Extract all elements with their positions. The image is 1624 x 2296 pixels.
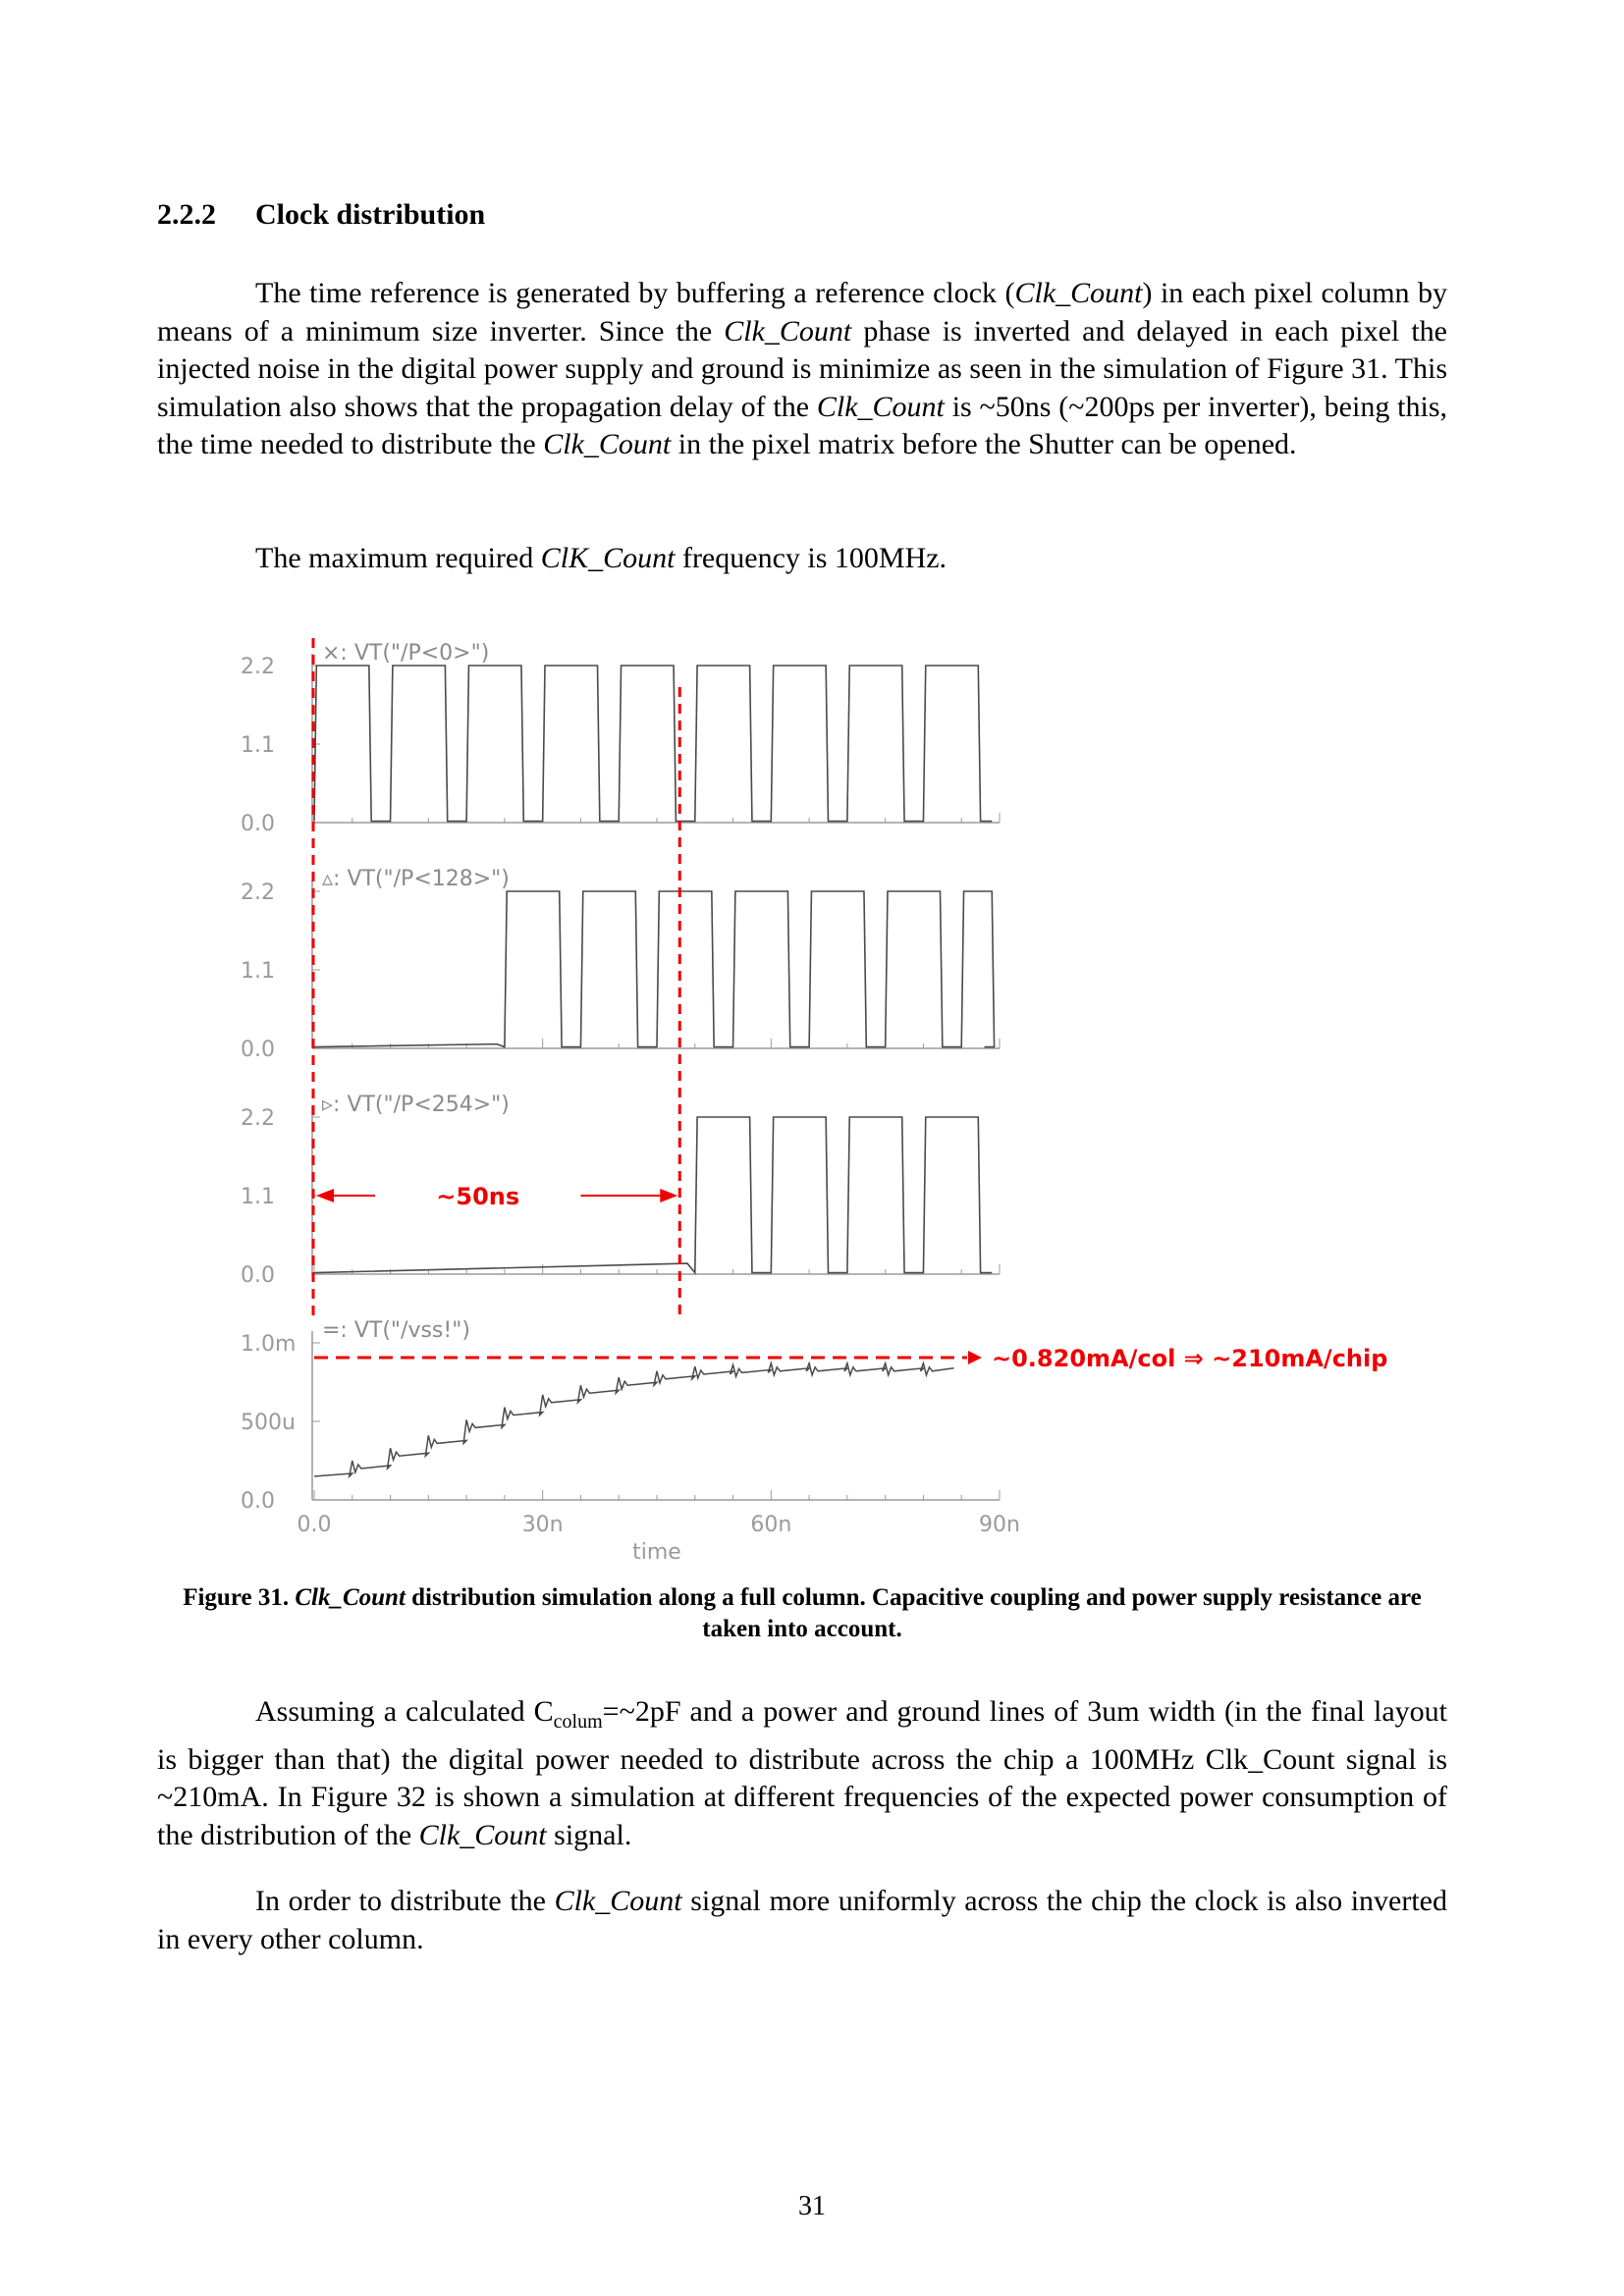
signal-label: ▵: VT("/P<128>") (322, 867, 510, 891)
arrowhead-right (660, 1189, 677, 1202)
y-tick-label: 1.0m (241, 1332, 297, 1357)
paragraph-1: The time reference is generated by buffering a reference clock (Clk_Count) in each pixel column by means of a minimum size inverter. Since the Clk_Count phase is inverted and delayed in each pixel the injected noise in the digital power supply and ground is minimize as seen in the simulation of Figure 31. This simulation also shows that the propagation delay of the Clk_Count is ~50ns (~200ps per inverter), being this, the time needed to distribute the Clk_Count in the pixel matrix before the Shutter can be opened. (157, 277, 1447, 460)
signal-label: =: VT("/vss!") (322, 1318, 470, 1343)
paragraph-4: In order to distribute the Clk_Count signal more uniformly across the chip the clock is also inverted in every other column. (157, 1885, 1447, 1955)
current-arrowhead (968, 1351, 982, 1364)
section-title: Clock distribution (255, 198, 486, 231)
y-tick-label: 1.1 (241, 733, 275, 758)
y-tick-label: 1.1 (241, 1185, 275, 1209)
x-tick-label: 0.0 (297, 1513, 332, 1537)
y-tick-label: 0.0 (241, 1038, 275, 1062)
x-tick-label: 90n (979, 1513, 1020, 1537)
signal-panel-2 (241, 1093, 1000, 1288)
signal-label: ×: VT("/P<0>") (322, 641, 490, 666)
section-number: 2.2.2 (157, 198, 216, 231)
figure-caption: Figure 31. Clk_Count distribution simulation along a full column. Capacitive coupling and power supply resistance are taken into account. (183, 1584, 1422, 1642)
y-tick-label: 2.2 (241, 655, 275, 679)
page-number: 31 (798, 2191, 826, 2221)
y-tick-label: 500u (241, 1411, 296, 1435)
signal-panel-3 (241, 1318, 1000, 1514)
x-tick-label: 30n (521, 1513, 564, 1537)
delay-label: ~50ns (436, 1183, 520, 1210)
y-tick-label: 2.2 (241, 1106, 275, 1131)
paragraph-2: The maximum required ClK_Count frequency is 100MHz. (255, 542, 947, 574)
x-axis-label: time (632, 1540, 681, 1565)
y-tick-label: 0.0 (241, 1263, 275, 1288)
y-tick-label: 1.1 (241, 959, 275, 984)
signal-label: ▹: VT("/P<254>") (322, 1093, 510, 1117)
current-label: ~0.820mA/col ⇒ ~210mA/chip (992, 1345, 1388, 1372)
signal-panel-0 (241, 641, 1000, 836)
arrowhead-left (316, 1189, 334, 1202)
signal-panel-1 (241, 867, 1000, 1062)
current-trace (314, 1363, 953, 1476)
signal-trace (314, 666, 992, 822)
x-tick-label: 60n (750, 1513, 792, 1537)
paragraph-3: Assuming a calculated $C_{colum}=\sim 2pF$ and a power and ground lines of 3um width (in the final layout is bigger than that) the digital power needed to distribute across the chip a 100MHz Clk_Count signal is ~210mA. In Figure 32 is shown a simulation at different frequencies of the expected power consumption of the distribution of the Clk_Count signal. (157, 1695, 1447, 1851)
y-tick-label: 0.0 (241, 1489, 275, 1514)
y-tick-label: 2.2 (241, 881, 275, 905)
y-tick-label: 0.0 (241, 812, 275, 836)
section-heading (157, 198, 485, 232)
figure-31-plot (226, 628, 1404, 1571)
signal-trace (314, 891, 995, 1047)
